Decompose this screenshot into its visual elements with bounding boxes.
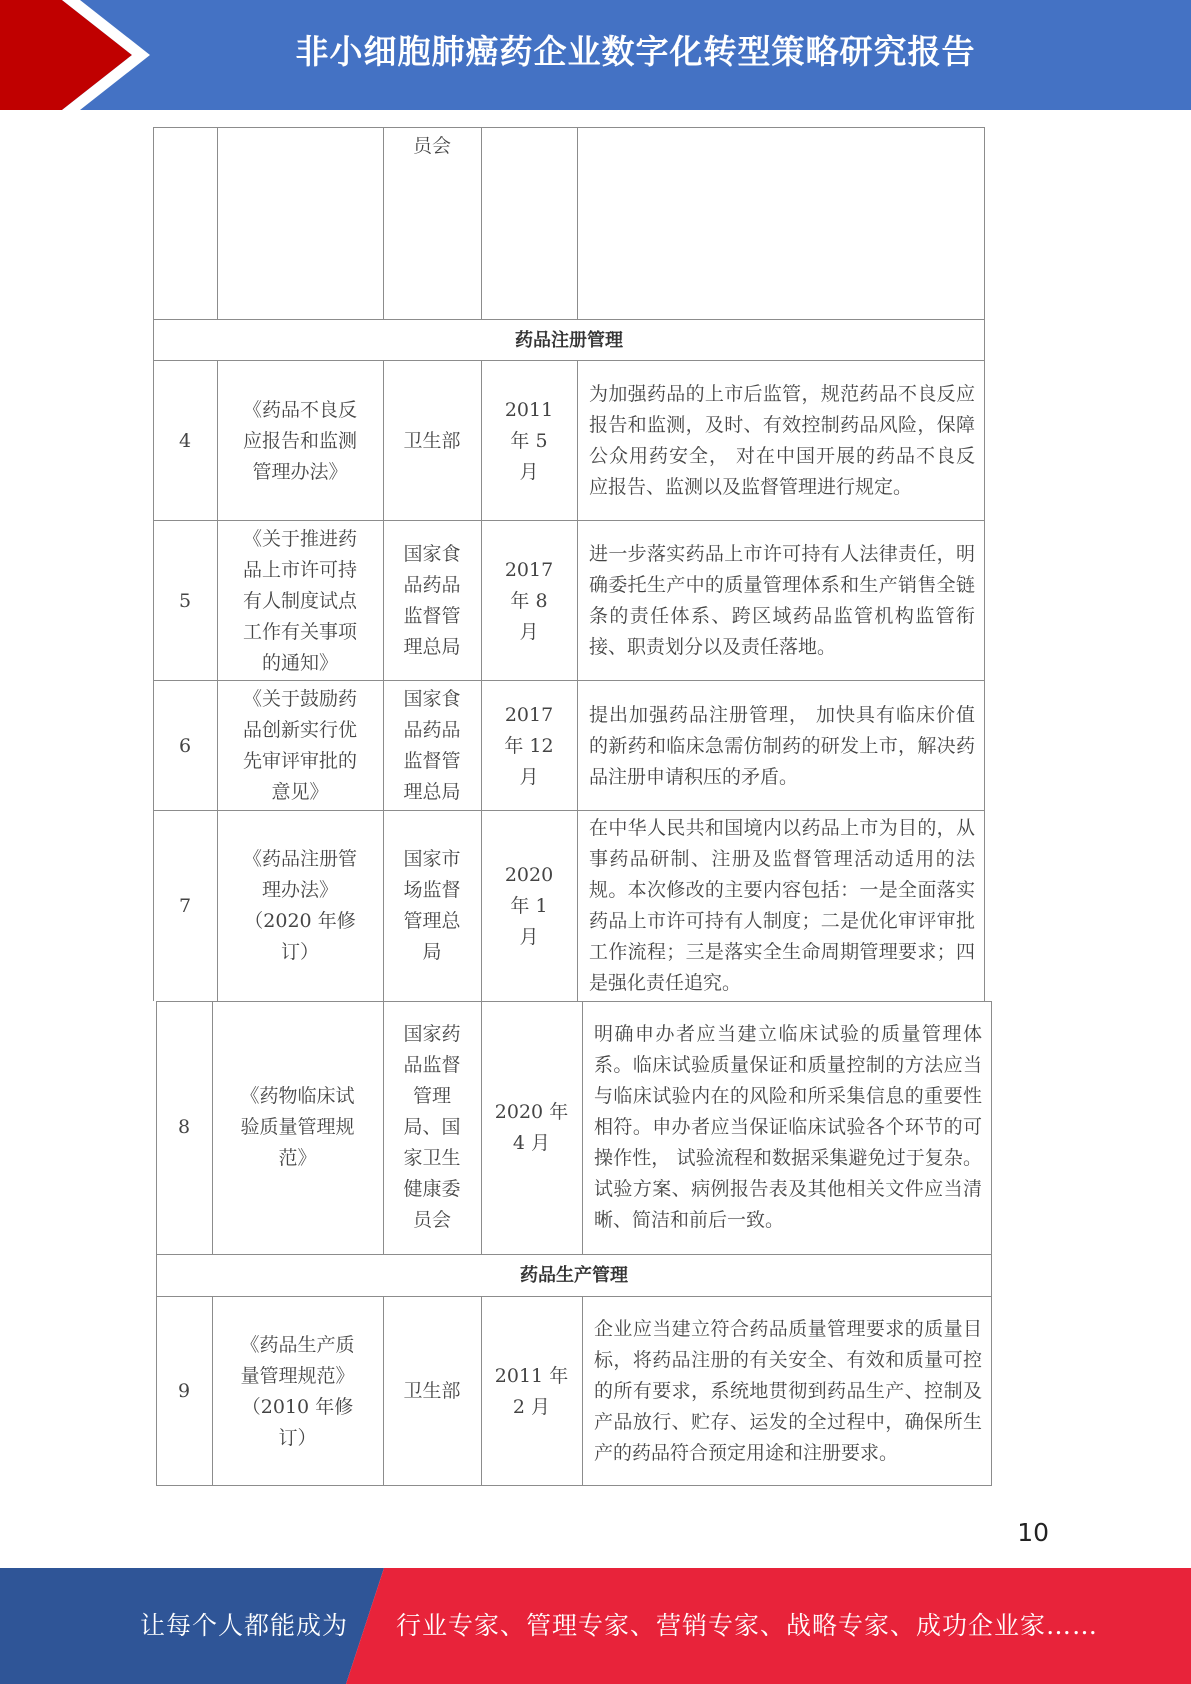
table-cell-no: 7 <box>178 894 192 917</box>
table-cell-name: 《药品生产质量管理规范》（2010 年修 订） <box>240 1333 355 1449</box>
table-cell-no: 8 <box>177 1116 191 1138</box>
table-cell-desc: 提出加强药品注册管理， 加快具有临床价值的新药和临床急需仿制药的研发上市，解决药品注册申请积压的矛盾。 <box>589 703 975 788</box>
table-border <box>153 810 985 811</box>
table-cell-issuer: 卫生部 <box>403 429 461 452</box>
table-border <box>577 127 578 319</box>
table-border <box>153 127 154 1001</box>
table-border <box>153 680 985 681</box>
footer-slogan-left: 让每个人都能成为 <box>140 1611 349 1640</box>
page-number: 10 <box>1017 1518 1049 1547</box>
table-cell-desc: 为加强药品的上市后监管，规范药品不良反应报告和监测，及时、有效控制药品风险，保障公众用药安全， 对在中国开展的药品不良反应报告、监测以及监督管理进行规定。 <box>589 383 975 498</box>
table-border <box>481 360 482 1001</box>
table-cell-issuer: 国家食品药品监督管理总局 <box>403 688 461 803</box>
table-cell-desc: 进一步落实药品上市许可持有人法律责任，明确委托生产中的质量管理体系和生产销售全链条的责任体系、跨区域药品监管机构监管衔接、职责划分以及责任落地。 <box>589 543 975 658</box>
footer-slogan-right: 行业专家、管理专家、营销专家、战略专家、成功企业家…… <box>396 1611 1099 1640</box>
table-border <box>212 1001 213 1254</box>
table-border <box>212 1296 213 1486</box>
table-cell-no: 9 <box>177 1380 191 1402</box>
table-cell-no: 4 <box>178 429 192 452</box>
table-cell-name: 《药品注册管理办法》（2020 年修 订） <box>242 848 357 963</box>
table-cell-issuer: 卫生部 <box>403 1380 461 1402</box>
table-border <box>383 1001 384 1254</box>
table-cell-issuer: 国家市场监督管理总局 <box>403 848 461 963</box>
table-border <box>481 1001 482 1254</box>
table-border <box>582 1296 583 1486</box>
table-border <box>383 1296 384 1486</box>
page-header <box>0 0 1191 110</box>
table-border <box>156 1001 157 1486</box>
report-title: 非小细胞肺癌药企业数字化转型策略研究报告 <box>295 32 976 71</box>
table-cell-date: 2017 年 8 月 <box>504 558 554 643</box>
table-border <box>153 360 985 361</box>
table-border <box>577 360 578 1001</box>
table-border <box>383 360 384 1001</box>
table-cell-date: 2011 年 2 月 <box>494 1364 569 1418</box>
table-cell-name: 《关于推进药品上市许可持有人制度试点工作有关事项的通知》 <box>242 527 357 674</box>
table-cell-issuer: 国家食品药品监督管理总局 <box>403 543 461 658</box>
page-footer <box>0 1568 1191 1684</box>
table-border <box>156 1254 992 1255</box>
table-cell-name: 《关于鼓励药品创新实行优先审评审批的意见》 <box>242 688 357 803</box>
table-border <box>383 127 384 319</box>
table-border <box>217 360 218 1001</box>
table-border <box>156 1001 992 1002</box>
section-title-registration: 药品注册管理 <box>515 330 623 351</box>
table-border <box>156 1485 992 1486</box>
table-border <box>153 520 985 521</box>
table-border <box>582 1001 583 1254</box>
table-cell-desc: 明确申办者应当建立临床试验的质量管理体系。临床试验质量保证和质量控制的方法应当与临床试验内在的风险和所采集信息的重要性相符。申办者应当保证临床试验各个环节的可操作性， 试验流程和数据采集避免过于复杂。试验方案、病例报告表及其他相关文件应当清晰、简洁和前后一致。 <box>594 1023 982 1231</box>
table-cell-date: 2017 年 12 月 <box>504 703 554 788</box>
table-border <box>481 127 482 319</box>
table-cell-issuer: 员会 <box>412 135 451 157</box>
table-cell-no: 6 <box>178 734 192 757</box>
table-cell-date: 2011 年 5 月 <box>504 398 554 483</box>
table-cell-issuer: 国家药品监督管理局、国家卫生健康委员会 <box>403 1023 461 1231</box>
table-border <box>217 127 218 319</box>
table-cell-date: 2020 年 4 月 <box>494 1100 569 1154</box>
table-border <box>153 127 985 128</box>
table-border <box>984 127 985 1001</box>
table-cell-name: 《药物临床试验质量管理规范》 <box>240 1085 355 1169</box>
table-border <box>991 1001 992 1486</box>
table-cell-date: 2020 年 1 月 <box>504 863 554 948</box>
table-cell-desc: 在中华人民共和国境内以药品上市为目的，从事药品研制、注册及监督管理活动适用的法规。本次修改的主要内容包括：一是全面落实药品上市许可持有人制度；二是优化审评审批工作流程；三是落实全生命周期管理要求；四是强化责任追究。 <box>589 817 975 994</box>
table-border <box>156 1296 992 1297</box>
table-border <box>153 319 985 320</box>
section-title-production: 药品生产管理 <box>520 1265 628 1286</box>
table-cell-name: 《药品不良反应报告和监测管理办法》 <box>242 398 357 483</box>
table-cell-desc: 企业应当建立符合药品质量管理要求的质量目标，将药品注册的有关安全、有效和质量可控的所有要求，系统地贯彻到药品生产、控制及产品放行、贮存、运发的全过程中，确保所生产的药品符合预定用途和注册要求。 <box>594 1318 982 1464</box>
table-border <box>481 1296 482 1486</box>
table-cell-no: 5 <box>178 589 192 612</box>
